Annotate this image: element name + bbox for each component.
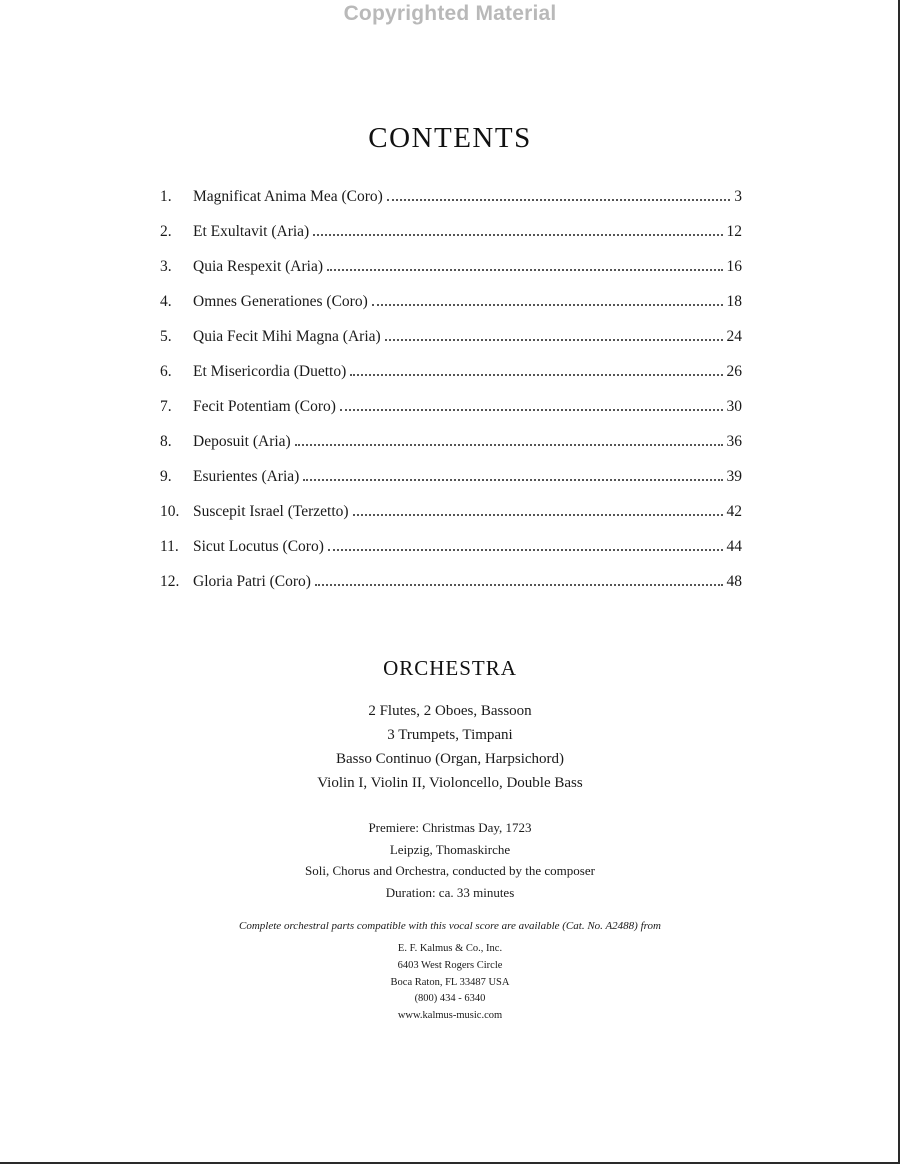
orchestra-line: Basso Continuo (Organ, Harpsichord) (335, 751, 565, 767)
publisher-phone: (800) 434 - 6340 (414, 993, 486, 1005)
toc-item (160, 468, 742, 503)
toc-item-number: 6. (160, 363, 172, 380)
toc-item-page: 44 (726, 538, 742, 555)
toc-item-title: Omnes Generationes (Coro) (193, 293, 368, 310)
toc-dot-leader (313, 233, 722, 236)
toc-item-title: Gloria Patri (Coro) (193, 573, 311, 590)
toc-item-page: 30 (726, 398, 742, 415)
contents-heading: CONTENTS (368, 122, 532, 154)
publisher-city: Boca Raton, FL 33487 USA (390, 976, 510, 988)
toc-item (160, 258, 742, 293)
toc-item-number: 2. (160, 223, 172, 240)
toc-item-title: Deposuit (Aria) (193, 433, 291, 450)
toc-item (160, 293, 742, 328)
publisher-website: www.kalmus-music.com (397, 1010, 503, 1022)
toc-item-title: Sicut Locutus (Coro) (193, 538, 324, 555)
premiere-line: Premiere: Christmas Day, 1723 (368, 820, 532, 835)
toc-item-title: Magnificat Anima Mea (Coro) (193, 188, 383, 205)
orchestra-line: Violin I, Violin II, Violoncello, Double Bass (317, 775, 583, 791)
toc-item-title: Fecit Potentiam (Coro) (193, 398, 336, 415)
toc-item-page: 16 (726, 258, 742, 275)
toc-item-page: 39 (726, 468, 742, 485)
toc-dot-leader (295, 443, 723, 446)
orchestra-heading: ORCHESTRA (383, 656, 517, 680)
toc-item-title: Esurientes (Aria) (193, 468, 300, 485)
toc-item-number: 12. (160, 573, 180, 590)
toc-item-page: 48 (726, 573, 742, 590)
toc-item-number: 10. (160, 503, 180, 520)
toc-item (160, 538, 742, 573)
publisher-address (0, 941, 900, 1025)
toc-item-number: 7. (160, 398, 172, 415)
toc-item-title: Et Misericordia (Duetto) (193, 363, 347, 380)
toc-dot-leader (327, 268, 723, 271)
toc-dot-leader (350, 373, 722, 376)
toc-item-page: 42 (726, 503, 742, 520)
toc-item (160, 573, 742, 608)
toc-item-title: Quia Respexit (Aria) (193, 258, 323, 275)
toc-item-number: 5. (160, 328, 172, 345)
toc-item-title: Et Exultavit (Aria) (193, 223, 310, 240)
publisher-name: E. F. Kalmus & Co., Inc. (397, 943, 503, 954)
toc-dot-leader (372, 303, 723, 306)
toc-item-title: Quia Fecit Mihi Magna (Aria) (193, 328, 381, 345)
toc-item (160, 188, 742, 223)
toc-item (160, 433, 742, 468)
toc-dot-leader (328, 548, 723, 551)
toc-item-number: 1. (160, 188, 172, 205)
premiere-line: Duration: ca. 33 minutes (385, 884, 515, 900)
premiere-line: Soli, Chorus and Orchestra, conducted by the composer (305, 863, 595, 878)
toc-item-page: 18 (726, 293, 742, 310)
orchestra-line: 2 Flutes, 2 Oboes, Bassoon (368, 703, 532, 719)
toc-item-number: 8. (160, 433, 172, 450)
publisher-street: 6403 West Rogers Circle (397, 959, 503, 971)
toc-item-number: 4. (160, 293, 172, 310)
toc-item (160, 398, 742, 433)
toc-dot-leader (315, 583, 723, 586)
toc-item-number: 11. (160, 538, 179, 555)
copyright-watermark: Copyrighted Material (343, 2, 557, 25)
table-of-contents (160, 188, 742, 608)
toc-dot-leader (353, 513, 723, 516)
toc-item-page: 26 (726, 363, 742, 380)
toc-item (160, 363, 742, 398)
toc-item-page: 12 (726, 223, 742, 240)
toc-item-page: 24 (726, 328, 742, 345)
toc-item-number: 9. (160, 468, 172, 485)
orchestral-parts-note: Complete orchestral parts compatible with this vocal score are available (Cat. No. A2488) from (239, 920, 661, 932)
toc-item (160, 328, 742, 363)
toc-dot-leader (340, 408, 723, 411)
toc-item-number: 3. (160, 258, 172, 275)
toc-item (160, 503, 742, 538)
premiere-line: Leipzig, Thomaskirche (389, 841, 511, 857)
toc-dot-leader (387, 198, 730, 201)
toc-item (160, 223, 742, 258)
orchestra-instrumentation (0, 699, 900, 795)
premiere-info (0, 817, 900, 903)
toc-item-title: Suscepit Israel (Terzetto) (193, 503, 349, 520)
toc-item-page: 36 (726, 433, 742, 450)
toc-item-page: 3 (734, 188, 742, 205)
orchestra-line: 3 Trumpets, Timpani (387, 727, 513, 743)
toc-dot-leader (385, 338, 723, 341)
toc-dot-leader (303, 478, 722, 481)
